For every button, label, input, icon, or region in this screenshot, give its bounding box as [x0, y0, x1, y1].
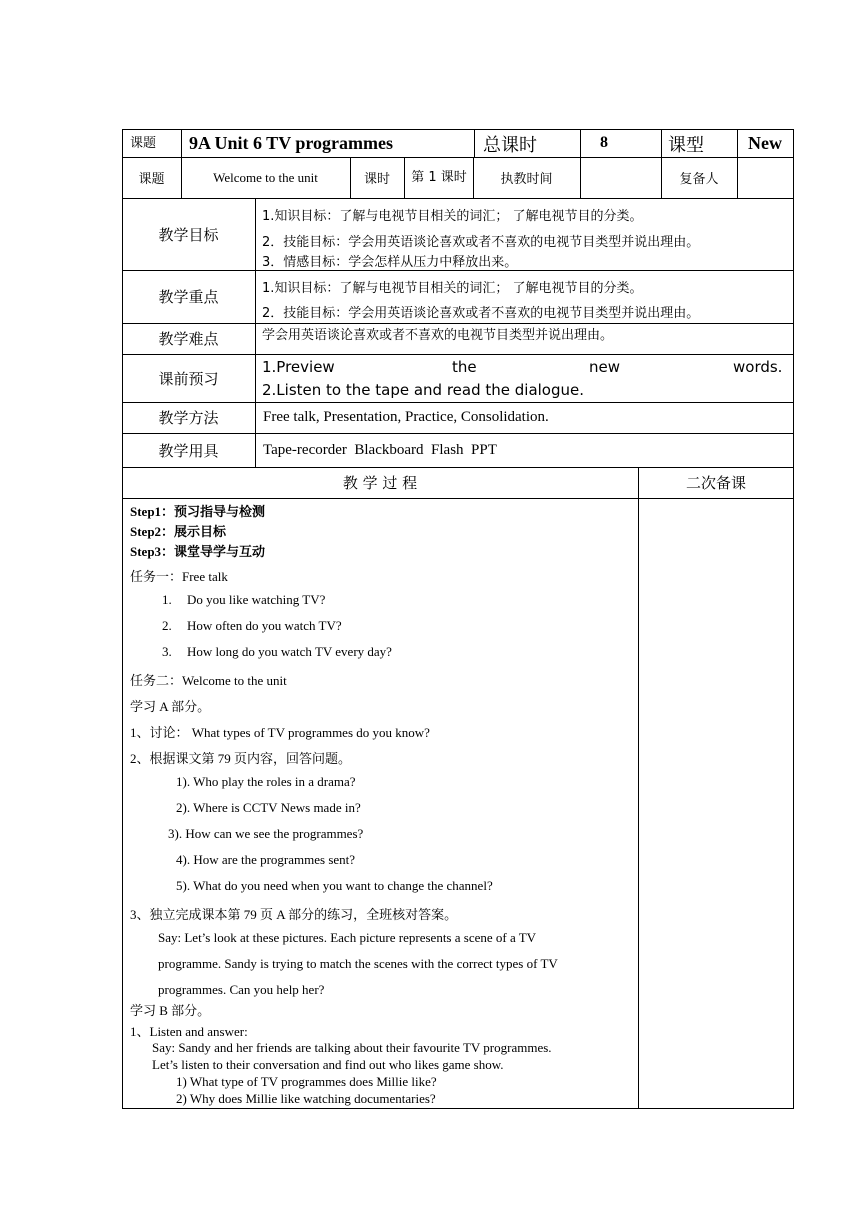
task-1-heading: 任务一：Free talk — [130, 569, 228, 584]
key-point-2: 2．技能目标：学会用英语谈论喜欢或者不喜欢的电视节目类型并说出理由。 — [262, 306, 700, 321]
study-a: 学习 A 部分。 — [130, 699, 211, 714]
objectives-label: 教学目标 — [158, 225, 219, 244]
task-1-item-3: How long do you watch TV every day? — [187, 644, 392, 659]
teach-time-value — [580, 157, 661, 198]
question-2: 2). Where is CCTV News made in? — [176, 800, 361, 815]
preview-word-4: words. — [733, 358, 783, 376]
objective-3: 3．情感目标：学会怎样从压力中释放出来。 — [262, 255, 518, 270]
step-3: Step3：课堂导学与互动 — [130, 544, 266, 559]
lesson-type: New — [748, 132, 782, 153]
period-value: 第 1 课时 — [411, 170, 467, 185]
step-1: Step1：预习指导与检测 — [130, 504, 266, 519]
key-point-1: 1.知识目标：了解与电视节目相关的词汇； 了解电视节目的分类。 — [262, 281, 643, 296]
step-2: Step2：展示目标 — [130, 524, 227, 539]
b-question-1: 1) What type of TV programmes does Millie like? — [176, 1074, 437, 1089]
label-teach-time: 执教时间 — [500, 172, 553, 187]
unit-title: 9A Unit 6 TV programmes — [189, 133, 394, 153]
question-5: 5). What do you need when you want to change the channel? — [176, 878, 493, 893]
preview-word-1: 1.Preview — [262, 358, 335, 376]
task-1-num-2: 2. — [162, 618, 172, 633]
say-b-2: Let’s listen to their conversation and find out who likes game show. — [152, 1057, 504, 1072]
objective-2: 2．技能目标：学会用英语谈论喜欢或者不喜欢的电视节目类型并说出理由。 — [262, 235, 700, 250]
task-1-item-2: How often do you watch TV? — [187, 618, 342, 633]
key-points-label: 教学重点 — [158, 288, 219, 306]
method-label: 教学方法 — [158, 409, 219, 427]
preview-line-2: 2.Listen to the tape and read the dialogue. — [262, 381, 585, 399]
task-1-num-1: 1. — [162, 592, 172, 607]
say-a-1: Say: Let’s look at these pictures. Each picture represents a scene of a TV — [158, 930, 537, 945]
exercise-line: 3、独立完成课本第 79 页 A 部分的练习，全班核对答案。 — [130, 907, 458, 922]
objective-1: 1.知识目标：了解与电视节目相关的词汇； 了解电视节目的分类。 — [262, 209, 643, 224]
label-total-hours: 总课时 — [483, 134, 537, 156]
total-hours: 8 — [600, 134, 608, 151]
preview-word-2: the — [452, 358, 477, 376]
difficulty-text: 学会用英语谈论喜欢或者不喜欢的电视节目类型并说出理由。 — [262, 328, 614, 343]
preview-word-3: new — [589, 358, 621, 376]
question-4: 4). How are the programmes sent? — [176, 852, 356, 867]
preview-label: 课前预习 — [158, 369, 219, 388]
label-co-prep: 复备人 — [679, 172, 719, 187]
lesson-title: Welcome to the unit — [213, 169, 318, 185]
say-b-1: Say: Sandy and her friends are talking about their favourite TV programmes. — [152, 1040, 552, 1055]
label-lesson-type: 课型 — [668, 134, 704, 156]
answer-line: 2、根据课文第 79 页内容，回答问题。 — [130, 751, 352, 766]
question-1: 1). Who play the roles in a drama? — [176, 774, 356, 789]
task-2-heading: 任务二：Welcome to the unit — [130, 673, 287, 688]
difficulty-label: 教学难点 — [158, 330, 219, 348]
label-keti: 课题 — [130, 135, 157, 151]
co-prep-value — [737, 157, 793, 198]
question-3: 3). How can we see the programmes? — [168, 826, 364, 841]
say-a-3: programmes. Can you help her? — [158, 982, 325, 997]
tools-label: 教学用具 — [158, 441, 219, 460]
label-keti-2: 课题 — [138, 172, 165, 187]
task-1-item-1: Do you like watching TV? — [187, 592, 326, 607]
b-question-2: 2) Why does Millie like watching documentaries? — [176, 1091, 436, 1106]
study-b: 学习 B 部分。 — [130, 1003, 211, 1018]
tools-text: Tape-recorder Blackboard Flash PPT — [263, 441, 497, 458]
discuss-line: 1、讨论： What types of TV programmes do you know? — [130, 725, 430, 740]
method-text: Free talk, Presentation, Practice, Consolidation. — [263, 409, 549, 425]
label-period: 课时 — [363, 172, 390, 187]
process-label: 教 学 过 程 — [342, 474, 418, 492]
second-prep-label: 二次备课 — [685, 474, 746, 492]
say-a-2: programme. Sandy is trying to match the scenes with the correct types of TV — [158, 956, 558, 971]
task-1-num-3: 3. — [162, 644, 172, 659]
listen-line: 1、Listen and answer: — [130, 1024, 248, 1039]
